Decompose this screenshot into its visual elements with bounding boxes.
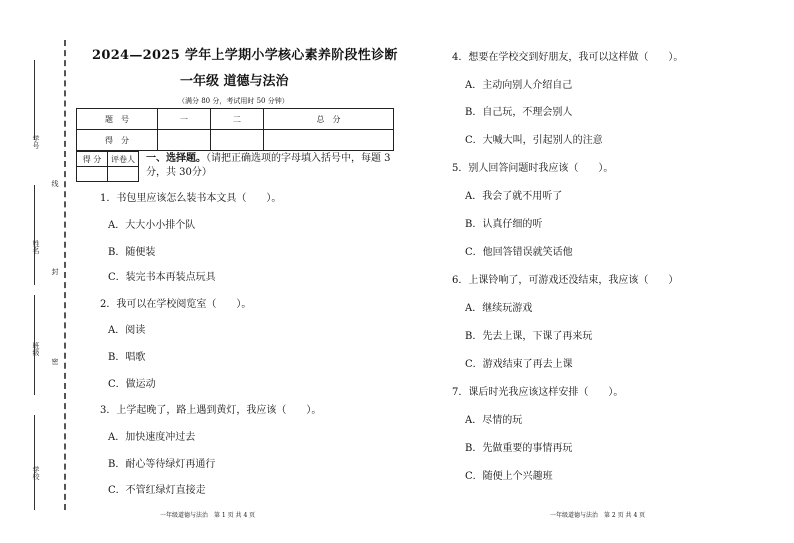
score-table-score-row [77, 130, 394, 151]
binding-dashed-line [64, 40, 66, 510]
score-table-cell: 题 号 [77, 109, 158, 130]
exam-title: 2024—2025 学年上学期小学核心素养阶段性诊断 [92, 48, 398, 63]
option-c[interactable]: C．做运动 [108, 379, 156, 390]
score-table-cell: 得 分 [77, 130, 158, 151]
option-a[interactable]: A．继续玩游戏 [465, 303, 533, 314]
option-a[interactable]: A．尽情的玩 [465, 415, 523, 426]
question-stem: 6．上课铃响了，可游戏还没结束，我应该（ ） [452, 275, 679, 286]
option-b[interactable]: B．耐心等待绿灯再通行 [108, 459, 216, 470]
binding-mark-seal: 封 [51, 268, 59, 275]
option-a[interactable]: A．主动向别人介绍自己 [465, 80, 573, 91]
binding-label-name: 姓名 [32, 240, 40, 254]
option-b[interactable]: B．唱歌 [108, 352, 146, 363]
binding-mark-line: 线 [51, 180, 59, 187]
score-table-cell: 一 [158, 109, 211, 130]
score-table [76, 108, 394, 151]
binding-mark-secret: 密 [51, 358, 59, 365]
exam-subtitle: 一年级 道德与法治 [180, 74, 289, 89]
option-b[interactable]: B．自己玩，不理会别人 [465, 107, 573, 118]
score-entry-cell[interactable] [210, 130, 263, 151]
question-stem: 4．想要在学校交到好朋友，我可以这样做（ ）。 [452, 52, 684, 63]
option-c[interactable]: C．不管红绿灯直接走 [108, 485, 206, 496]
option-c[interactable]: C．随便上个兴趣班 [465, 471, 553, 482]
option-b[interactable]: B．随便装 [108, 247, 156, 258]
exam-note: （满分 80 分，考试用时 50 分钟） [178, 97, 289, 105]
grader-score-label: 得 分 [77, 152, 108, 167]
option-b[interactable]: B．先做重要的事情再玩 [465, 443, 573, 454]
grader-score-cell[interactable] [77, 167, 108, 182]
option-a[interactable]: A．阅读 [108, 325, 146, 336]
binding-underline [34, 60, 35, 140]
score-entry-cell[interactable] [263, 130, 393, 151]
section-instruction: （请把正确选项的字母填入括号中，每题 3分，共 30分） [146, 153, 391, 178]
binding-label-student-id: 学号 [32, 135, 40, 149]
question-stem: 2．我可以在学校阅览室（ ）。 [100, 299, 252, 310]
question-stem: 5．别人回答问题时我应该（ ）。 [452, 163, 614, 174]
grader-box [76, 151, 139, 182]
option-c[interactable]: C．他回答错误就笑话他 [465, 247, 573, 258]
grader-name-cell[interactable] [108, 167, 139, 182]
section-heading [146, 152, 396, 180]
binding-label-school: 学校 [32, 466, 40, 480]
question-stem: 3．上学起晚了，路上遇到黄灯，我应该（ ）。 [100, 405, 322, 416]
score-entry-cell[interactable] [158, 130, 211, 151]
option-b[interactable]: B．先去上课，下课了再来玩 [465, 331, 593, 342]
binding-underline [34, 415, 35, 510]
score-table-cell: 二 [210, 109, 263, 130]
binding-underline [34, 185, 35, 285]
option-c[interactable]: C．装完书本再装点玩具 [108, 272, 216, 283]
option-a[interactable]: A．我会了就不用听了 [465, 191, 563, 202]
binding-label-class: 班级 [32, 342, 40, 356]
question-stem: 1．书包里应该怎么装书本文具（ ）。 [100, 193, 282, 204]
option-c[interactable]: C．大喊大叫，引起别人的注意 [465, 135, 603, 146]
score-table-cell: 总 分 [263, 109, 393, 130]
score-table-header-row [77, 109, 394, 130]
page-footer-left: 一年级道德与法治 第 1 页 共 4 页 [160, 512, 256, 519]
option-a[interactable]: A．大大小小排个队 [108, 220, 196, 231]
page-footer-right: 一年级道德与法治 第 2 页 共 4 页 [550, 512, 646, 519]
option-c[interactable]: C．游戏结束了再去上课 [465, 359, 573, 370]
question-stem: 7．课后时光我应该这样安排（ ）。 [452, 387, 624, 398]
section-title: 一、选择题。 [146, 153, 206, 164]
grader-name-label: 评卷人 [108, 152, 139, 167]
option-a[interactable]: A．加快速度冲过去 [108, 432, 196, 443]
option-b[interactable]: B．认真仔细的听 [465, 219, 543, 230]
